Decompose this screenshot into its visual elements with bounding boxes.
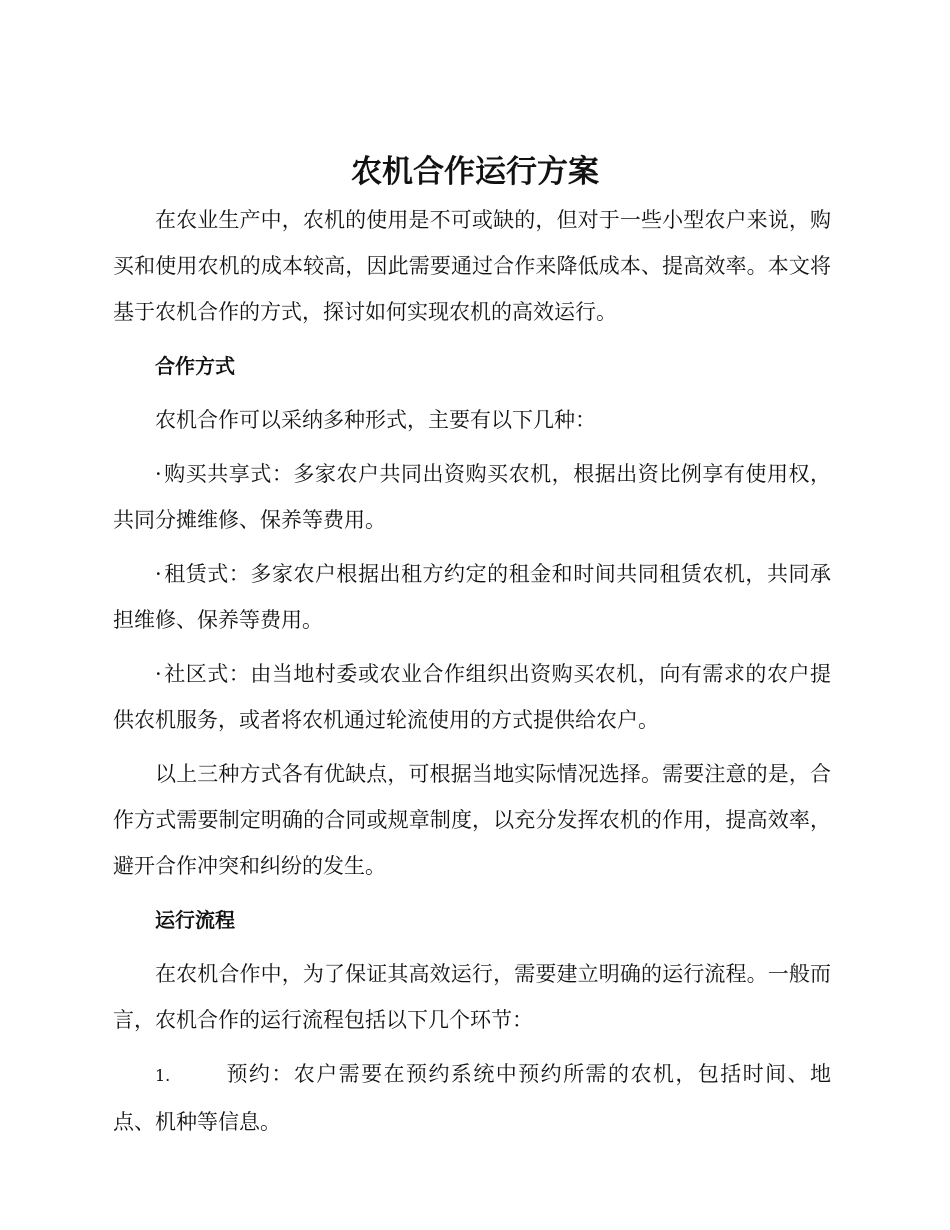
numbered-item	[113, 1051, 831, 1145]
numbered-item-text: 预约：农户需要在预约系统中预约所需的农机，包括时间、地点、机种等信息。	[113, 1062, 831, 1134]
list-number: 1.	[155, 1066, 171, 1085]
document-body	[113, 197, 831, 1145]
list-item-text: 租赁式：多家农户根据出租方约定的租金和时间共同租赁农机，共同承担维修、保养等费用。	[113, 562, 831, 632]
bullet-icon: ·	[155, 562, 162, 586]
section-heading-cooperation: 合作方式	[155, 354, 235, 378]
summary-paragraph: 以上三种方式各有优缺点，可根据当地实际情况选择。需要注意的是，合作方式需要制定明确的合同或规章制度，以充分发挥农机的作用，提高效率，避开合作冲突和纠纷的发生。	[113, 762, 831, 878]
list-item-text: 购买共享式：多家农户共同出资购买农机，根据出资比例享有使用权，共同分摊维修、保养等费用。	[113, 462, 831, 532]
intro-paragraph: 在农业生产中，农机的使用是不可或缺的，但对于一些小型农户来说，购买和使用农机的成本较高，因此需要通过合作来降低成本、提高效率。本文将基于农机合作的方式，探讨如何实现农机的高效运行。	[113, 208, 831, 324]
bullet-icon: ·	[155, 662, 162, 686]
section-lead: 在农机合作中，为了保证其高效运行，需要建立明确的运行流程。一般而言，农机合作的运行流程包括以下几个环节：	[113, 962, 831, 1032]
list-item	[113, 651, 831, 743]
list-item	[113, 451, 831, 543]
section-heading-process: 运行流程	[155, 908, 235, 932]
bullet-icon: ·	[155, 462, 162, 486]
page-title: 农机合作运行方案	[351, 154, 599, 190]
list-item-text: 社区式：由当地村委或农业合作组织出资购买农机，向有需求的农户提供农机服务，或者将农机通过轮流使用的方式提供给农户。	[113, 662, 831, 732]
section-lead: 农机合作可以采纳多种形式，主要有以下几种：	[155, 408, 596, 432]
list-item	[113, 551, 831, 643]
